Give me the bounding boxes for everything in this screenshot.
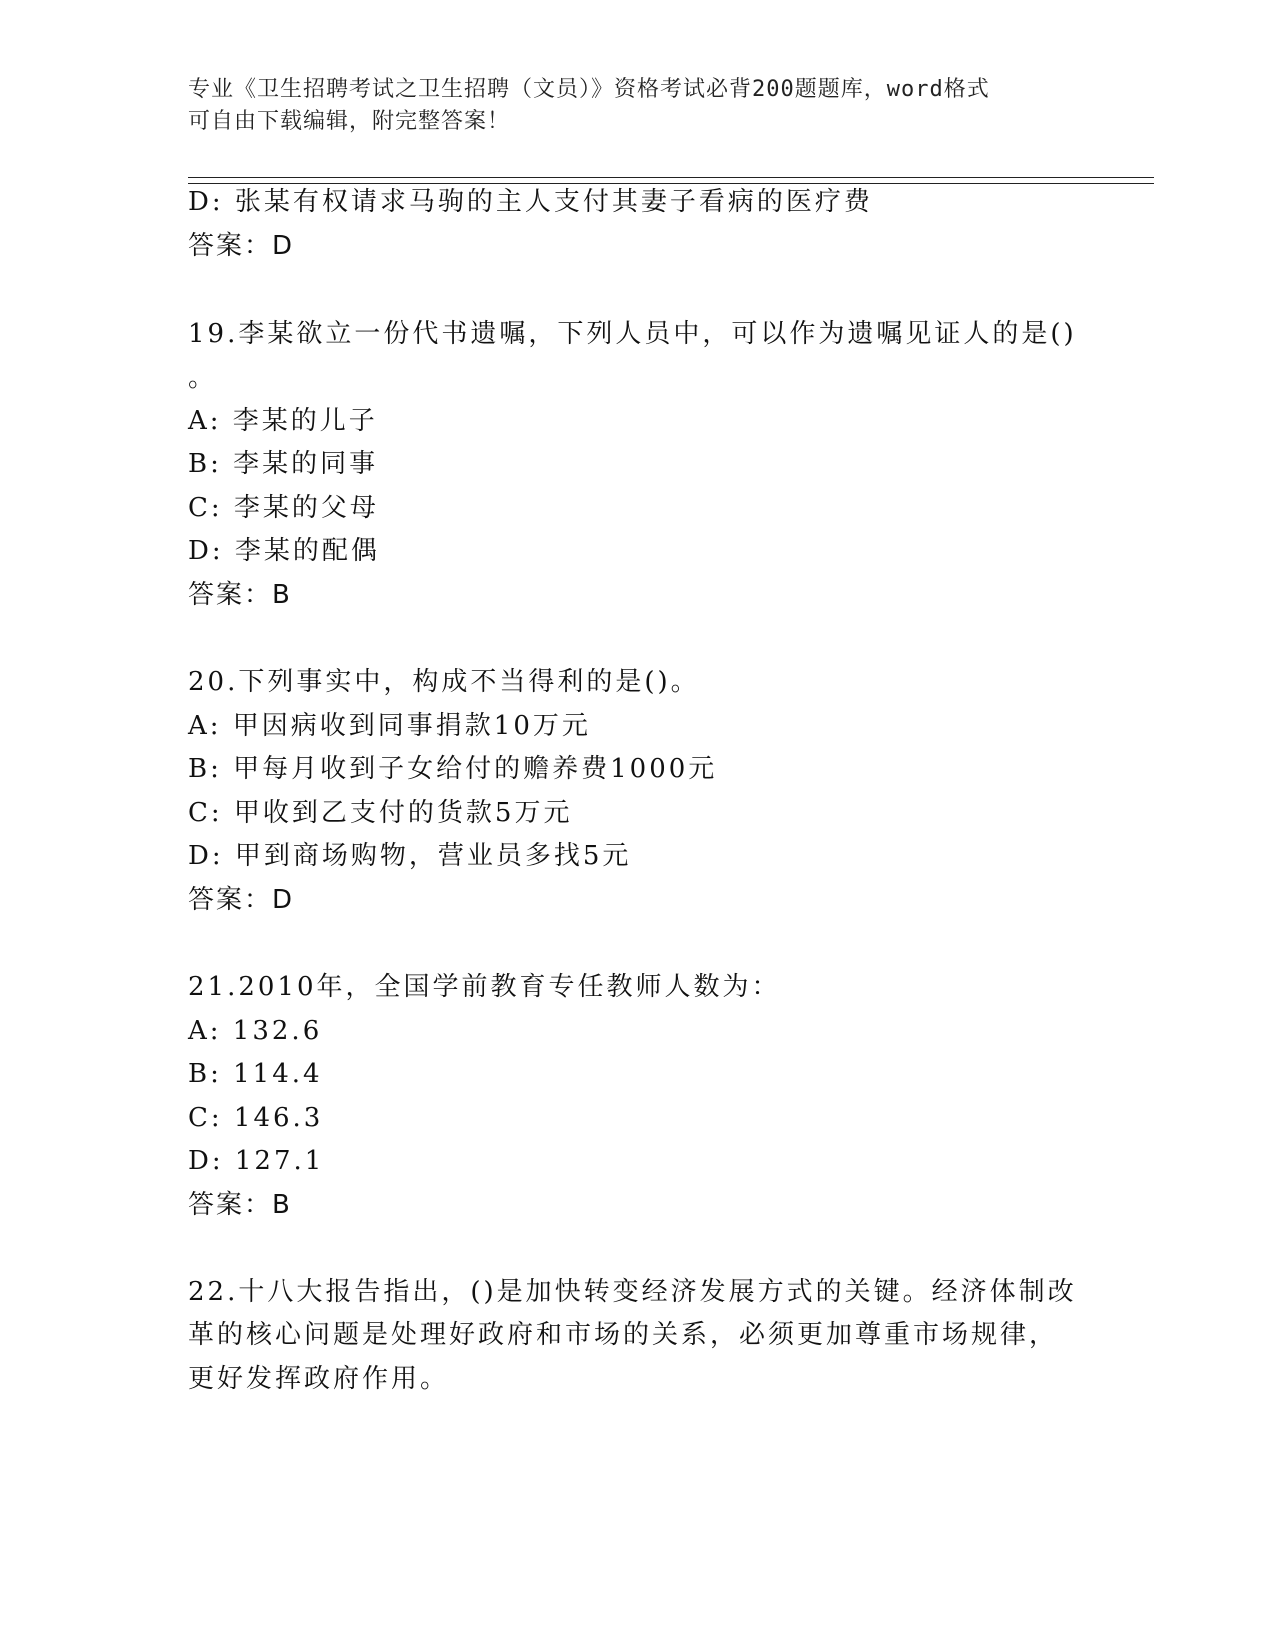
header-line-1: 专业《卫生招聘考试之卫生招聘（文员）》资格考试必背200题题库，word格式 bbox=[188, 77, 990, 102]
q21-option-c: C: 146.3 bbox=[188, 1103, 324, 1133]
q22-stem-line-1: 22.十八大报告指出，()是加快转变经济发展方式的关键。经济体制改 bbox=[188, 1277, 1077, 1307]
header-line-2: 可自由下载编辑，附完整答案！ bbox=[188, 109, 511, 134]
q19-option-b: B: 李某的同事 bbox=[188, 449, 379, 479]
q20-option-b: B: 甲每月收到子女给付的赡养费1000元 bbox=[188, 754, 718, 784]
q21-option-b: B: 114.4 bbox=[188, 1059, 323, 1089]
q20-option-c: C: 甲收到乙支付的货款5万元 bbox=[188, 798, 573, 828]
q20-answer: 答案：D bbox=[188, 885, 295, 915]
q20-option-a: A: 甲因病收到同事捐款10万元 bbox=[188, 711, 591, 741]
q18-answer: 答案：D bbox=[188, 231, 295, 261]
q20-stem: 20.下列事实中，构成不当得利的是()。 bbox=[188, 667, 700, 697]
q20-option-d: D: 甲到商场购物，营业员多找5元 bbox=[188, 841, 632, 871]
q19-answer: 答案：B bbox=[188, 580, 292, 610]
q19-option-d: D: 李某的配偶 bbox=[188, 536, 380, 566]
q21-option-a: A: 132.6 bbox=[188, 1016, 323, 1046]
q19-stem: 19.李某欲立一份代书遗嘱，下列人员中，可以作为遗嘱见证人的是() bbox=[188, 319, 1077, 349]
q21-answer: 答案：B bbox=[188, 1190, 292, 1220]
q18-option-d: D: 张某有权请求马驹的主人支付其妻子看病的医疗费 bbox=[188, 187, 873, 217]
q22-stem-line-3: 更好发挥政府作用。 bbox=[188, 1364, 450, 1394]
q19-stem-tail: 。 bbox=[188, 363, 218, 393]
q19-option-c: C: 李某的父母 bbox=[188, 493, 379, 523]
document-header bbox=[188, 74, 1088, 138]
q21-option-d: D: 127.1 bbox=[188, 1146, 325, 1176]
q22-stem-line-2: 革的核心问题是处理好政府和市场的关系，必须更加尊重市场规律， bbox=[188, 1320, 1059, 1350]
q19-option-a: A: 李某的儿子 bbox=[188, 406, 378, 436]
q21-stem: 21.2010年，全国学前教育专任教师人数为： bbox=[188, 972, 781, 1002]
header-divider-top bbox=[188, 177, 1154, 178]
header-divider-bottom bbox=[188, 183, 1154, 184]
